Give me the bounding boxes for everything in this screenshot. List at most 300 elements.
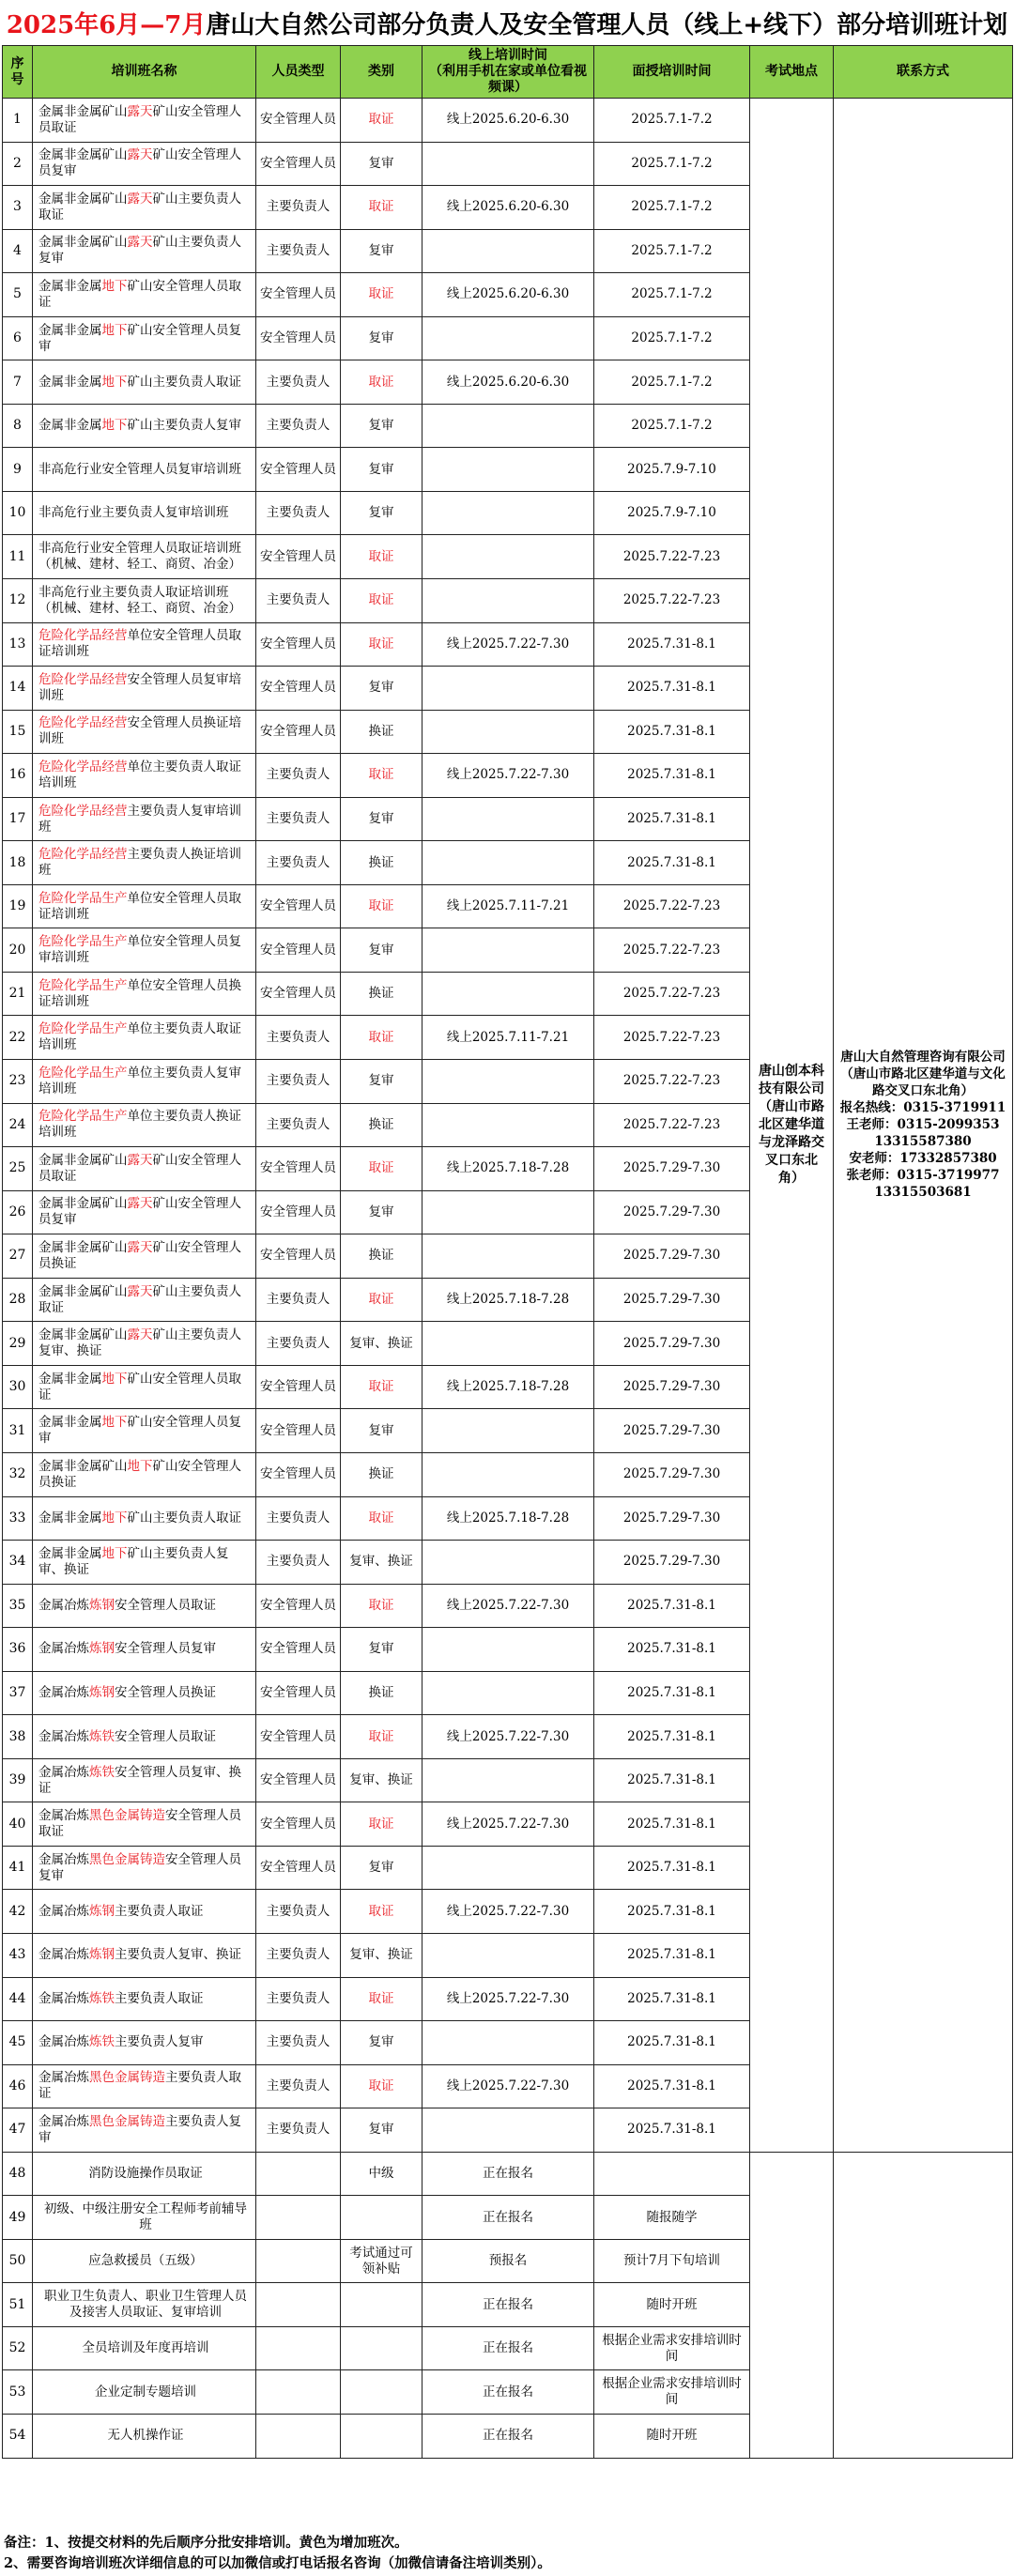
row-index: 34 [3,1541,33,1585]
offline-time: 2025.7.31-8.1 [594,1671,750,1715]
online-time: 正在报名 [422,2283,594,2327]
course-name-part: 矿山安全管理人员复审 [38,1415,241,1447]
course-name-highlight: 危险化学品生产 [38,1065,128,1081]
personnel-type [256,2283,341,2327]
course-name [33,2021,256,2065]
course-name-part: 安全管理人员换证 [115,1684,216,1700]
category: 取证 [341,1278,422,1322]
course-name-part: 金属非金属矿山 [38,191,128,207]
offline-time: 2025.7.1-7.2 [594,99,750,143]
course-name-part: 矿山安全管理人员复审 [38,147,241,179]
row-index: 43 [3,1933,33,1977]
course-name-highlight: 危险化学品经营 [38,628,128,644]
table-row [3,99,1013,143]
course-name-highlight: 黑色金属铸造 [89,2113,165,2129]
row-index: 27 [3,1234,33,1279]
category: 取证 [341,1977,422,2021]
offline-time: 2025.7.31-8.1 [594,797,750,841]
online-time: 正在报名 [422,2152,594,2196]
course-name [33,579,256,623]
course-name [33,99,256,143]
category [341,2196,422,2240]
category: 取证 [341,1890,422,1934]
course-name-highlight: 地下 [101,1510,128,1526]
online-time: 线上2025.7.18-7.28 [422,1496,594,1541]
row-index: 51 [3,2283,33,2327]
course-name-part: 金属冶炼 [38,2113,89,2129]
offline-time: 2025.7.31-8.1 [594,2021,750,2065]
category: 取证 [341,884,422,928]
offline-time: 2025.7.9-7.10 [594,491,750,535]
course-name-part: 主要负责人取证 [38,2070,241,2102]
personnel-type: 主要负责人 [256,579,341,623]
course-name-part: 矿山主要负责人复审 [127,418,241,434]
category: 复审 [341,142,422,186]
course-name-highlight: 黑色金属铸造 [89,2070,165,2086]
category: 复审 [341,797,422,841]
offline-time: 2025.7.31-8.1 [594,622,750,667]
category: 考试通过可领补贴 [341,2239,422,2283]
row-index: 33 [3,1496,33,1541]
online-time: 正在报名 [422,2196,594,2240]
online-time [422,1234,594,1279]
offline-time: 2025.7.31-8.1 [594,841,750,885]
personnel-type: 主要负责人 [256,1541,341,1585]
personnel-type: 安全管理人员 [256,1190,341,1234]
row-index: 37 [3,1671,33,1715]
row-index: 18 [3,841,33,885]
row-index: 14 [3,667,33,711]
course-name-part: 金属冶炼 [38,1597,89,1613]
offline-time: 随时开班 [594,2414,750,2458]
course-name [33,2108,256,2153]
course-name-part: 矿山安全管理人员换证 [38,1239,241,1271]
online-time [422,404,594,448]
course-name-part: 应急救援员（五级） [88,2253,203,2269]
row-index: 20 [3,928,33,973]
personnel-type [256,2196,341,2240]
course-name-highlight: 危险化学品生产 [38,1021,128,1037]
category: 换证 [341,972,422,1016]
course-name-highlight: 炼铁 [89,2034,115,2050]
online-time [422,491,594,535]
course-name-part: 金属非金属 [38,1545,102,1561]
row-index: 21 [3,972,33,1016]
course-name [33,1278,256,1322]
row-index: 24 [3,1103,33,1147]
course-name [33,1409,256,1453]
personnel-type: 安全管理人员 [256,972,341,1016]
row-index: 12 [3,579,33,623]
course-name-highlight: 露天 [127,147,153,163]
course-name-highlight: 地下 [101,1415,128,1431]
course-name [33,2370,256,2415]
offline-time: 2025.7.29-7.30 [594,1452,750,1496]
row-index: 5 [3,273,33,317]
category: 取证 [341,579,422,623]
category: 取证 [341,2064,422,2108]
offline-time: 2025.7.31-8.1 [594,1715,750,1759]
course-name [33,754,256,798]
course-name-highlight: 炼钢 [89,1641,115,1657]
course-name-highlight: 地下 [101,1545,128,1561]
course-name-highlight: 露天 [127,1239,153,1255]
course-name-part: 安全管理人员换证培训班 [38,715,241,747]
contact-info: 唐山大自然管理咨询有限公司（唐山市路北区建华道与文化路交叉口东北角） 报名热线：0315-3719911 王老师：0315-2099353 13315587380 安老师：17332857380 张老师：0315-3719977 13315503681 [834,99,1013,2153]
offline-time: 2025.7.31-8.1 [594,667,750,711]
course-name-highlight: 地下 [101,322,128,338]
online-time [422,1103,594,1147]
online-time [422,1933,594,1977]
category [341,2414,422,2458]
category: 复审 [341,2021,422,2065]
title-date: 2025年6月—7月 [6,11,207,39]
course-name [33,360,256,405]
course-name-part: 矿山主要负责人取证 [127,374,241,390]
personnel-type: 安全管理人员 [256,1147,341,1191]
course-name [33,667,256,711]
category: 取证 [341,754,422,798]
personnel-type: 主要负责人 [256,1496,341,1541]
footer-note-2: 2、需要咨询培训班次详细信息的可以加微信或打电话报名咨询（加微信请备注培训类别）。 [4,2555,551,2571]
personnel-type [256,2414,341,2458]
personnel-type: 主要负责人 [256,1060,341,1104]
course-name-highlight: 危险化学品生产 [38,1109,128,1125]
personnel-type: 主要负责人 [256,754,341,798]
personnel-type: 安全管理人员 [256,1409,341,1453]
course-name-part: 非高危行业主要负责人复审培训班 [38,505,229,521]
online-time [422,1628,594,1672]
online-time [422,1671,594,1715]
row-index: 3 [3,186,33,230]
course-name [33,1758,256,1802]
course-name-highlight: 露天 [127,1152,153,1168]
offline-time: 2025.7.31-8.1 [594,710,750,754]
exam-location-empty [750,2152,834,2458]
course-name-highlight: 危险化学品经营 [38,671,128,687]
personnel-type: 主要负责人 [256,1933,341,1977]
course-name [33,972,256,1016]
row-index: 40 [3,1802,33,1847]
category: 取证 [341,1016,422,1060]
online-time: 线上2025.7.22-7.30 [422,1584,594,1628]
course-name-part: 矿山安全管理人员取证 [38,1371,241,1403]
offline-time: 2025.7.31-8.1 [594,2108,750,2153]
online-time [422,1846,594,1890]
category: 复审 [341,1060,422,1104]
course-name [33,2283,256,2327]
category: 复审、换证 [341,1322,422,1366]
offline-time: 根据企业需求安排培训时间 [594,2326,750,2370]
offline-time: 2025.7.31-8.1 [594,1933,750,1977]
course-name-part: 主要负责人换证培训班 [38,847,241,879]
course-name-part: 矿山安全管理人员换证 [38,1458,241,1490]
course-name-part: 单位安全管理人员换证培训班 [38,977,241,1009]
course-name-part: 矿山主要负责人取证 [127,1510,241,1526]
personnel-type: 主要负责人 [256,2108,341,2153]
course-name [33,2152,256,2196]
offline-time: 2025.7.29-7.30 [594,1365,750,1409]
footer-note-1: 备注：1、按提交材料的先后顺序分批安排培训。黄色为增加班次。 [4,2535,408,2551]
category: 取证 [341,1365,422,1409]
personnel-type: 主要负责人 [256,797,341,841]
course-name-highlight: 危险化学品经营 [38,847,128,863]
category: 换证 [341,1234,422,1279]
online-time: 线上2025.7.22-7.30 [422,1890,594,1934]
course-name [33,2414,256,2458]
personnel-type: 安全管理人员 [256,928,341,973]
online-time [422,1190,594,1234]
course-name [33,928,256,973]
course-name-part: 矿山安全管理人员取证 [38,103,241,135]
offline-time: 2025.7.31-8.1 [594,1628,750,1672]
course-name-highlight: 危险化学品经营 [38,803,128,819]
course-name-part: 矿山安全管理人员取证 [38,278,241,310]
category: 复审 [341,2108,422,2153]
personnel-type: 主要负责人 [256,1322,341,1366]
course-name-highlight: 危险化学品生产 [38,977,128,993]
header-personnel: 人员类型 [256,46,341,99]
course-name-part: 金属非金属 [38,374,102,390]
course-name-part: 金属非金属 [38,322,102,338]
course-name-part: 安全管理人员复审 [38,1851,241,1883]
course-name [33,2196,256,2240]
category: 复审、换证 [341,1541,422,1585]
offline-time: 2025.7.22-7.23 [594,1016,750,1060]
offline-time: 2025.7.31-8.1 [594,754,750,798]
offline-time [594,2152,750,2196]
course-name [33,186,256,230]
personnel-type: 安全管理人员 [256,1671,341,1715]
row-index: 7 [3,360,33,405]
row-index: 36 [3,1628,33,1672]
personnel-type: 安全管理人员 [256,710,341,754]
personnel-type: 安全管理人员 [256,1584,341,1628]
course-name-highlight: 炼铁 [89,1990,115,2006]
personnel-type: 主要负责人 [256,2021,341,2065]
course-name-part: 金属冶炼 [38,2070,89,2086]
category: 取证 [341,1802,422,1847]
category: 复审 [341,1846,422,1890]
training-schedule-table [2,45,1013,2459]
course-name-highlight: 危险化学品生产 [38,890,128,906]
course-name [33,273,256,317]
course-name [33,1234,256,1279]
online-time: 线上2025.7.22-7.30 [422,1715,594,1759]
personnel-type: 主要负责人 [256,1890,341,1934]
course-name-highlight: 露天 [127,235,153,251]
personnel-type: 主要负责人 [256,360,341,405]
personnel-type: 安全管理人员 [256,884,341,928]
online-time [422,579,594,623]
exam-location: 唐山创本科技有限公司（唐山市路北区建华道与龙泽路交叉口东北角） [750,99,834,2153]
course-name [33,2239,256,2283]
personnel-type: 安全管理人员 [256,99,341,143]
row-index: 42 [3,1890,33,1934]
online-time: 线上2025.7.18-7.28 [422,1278,594,1322]
course-name-part: 主要负责人复审 [115,2034,204,2050]
row-index: 52 [3,2326,33,2370]
course-name-highlight: 地下 [101,278,128,294]
course-name-part: 单位安全管理人员取证培训班 [38,628,241,660]
personnel-type: 安全管理人员 [256,1802,341,1847]
row-index: 35 [3,1584,33,1628]
personnel-type: 安全管理人员 [256,667,341,711]
course-name-highlight: 露天 [127,1283,153,1299]
course-name [33,1190,256,1234]
personnel-type: 安全管理人员 [256,1365,341,1409]
online-time: 线上2025.6.20-6.30 [422,99,594,143]
course-name-part: 非高危行业安全管理人员取证培训班（机械、建材、轻工、商贸、冶金） [38,541,241,573]
course-name-part: 金属冶炼 [38,1990,89,2006]
header-online: 线上培训时间 （利用手机在家或单位看视频课） [422,46,594,99]
personnel-type: 安全管理人员 [256,273,341,317]
course-name-highlight: 地下 [101,1371,128,1387]
personnel-type: 安全管理人员 [256,622,341,667]
offline-time: 2025.7.29-7.30 [594,1541,750,1585]
online-time [422,1452,594,1496]
row-index: 26 [3,1190,33,1234]
category: 复审、换证 [341,1758,422,1802]
category: 复审 [341,1409,422,1453]
offline-time: 2025.7.29-7.30 [594,1496,750,1541]
row-index: 2 [3,142,33,186]
course-name-part: 金属非金属矿山 [38,147,128,163]
course-name-highlight: 地下 [127,1458,153,1474]
row-index: 54 [3,2414,33,2458]
online-time [422,2021,594,2065]
course-name-part: 金属冶炼 [38,1728,89,1744]
offline-time: 随时开班 [594,2283,750,2327]
category: 复审 [341,928,422,973]
category: 取证 [341,1147,422,1191]
header-row [3,46,1013,99]
online-time [422,448,594,492]
course-name [33,622,256,667]
online-time [422,1409,594,1453]
category: 换证 [341,1452,422,1496]
online-time [422,1758,594,1802]
personnel-type: 主要负责人 [256,229,341,273]
course-name-part: 金属非金属矿山 [38,235,128,251]
offline-time: 2025.7.22-7.23 [594,579,750,623]
offline-time: 2025.7.29-7.30 [594,1409,750,1453]
category: 复审 [341,491,422,535]
course-name-part: 金属冶炼 [38,1808,89,1824]
course-name [33,1103,256,1147]
footer-notes [4,2533,1010,2574]
course-name [33,448,256,492]
online-time [422,535,594,579]
course-name-part: 安全管理人员取证 [115,1597,216,1613]
course-name-part: 主要负责人复审培训班 [38,803,241,835]
course-name-highlight: 炼铁 [89,1728,115,1744]
offline-time: 2025.7.29-7.30 [594,1278,750,1322]
personnel-type: 主要负责人 [256,404,341,448]
course-name [33,1846,256,1890]
course-name [33,2064,256,2108]
course-name [33,1933,256,1977]
row-index: 29 [3,1322,33,1366]
category: 复审 [341,404,422,448]
offline-time: 2025.7.31-8.1 [594,1890,750,1934]
course-name-part: 安全管理人员取证 [38,1808,241,1840]
course-name-part: 初级、中级注册安全工程师考前辅导班 [44,2201,247,2233]
row-index: 16 [3,754,33,798]
online-time: 正在报名 [422,2370,594,2415]
personnel-type: 安全管理人员 [256,1846,341,1890]
row-index: 30 [3,1365,33,1409]
offline-time: 2025.7.1-7.2 [594,316,750,360]
online-time: 线上2025.7.22-7.30 [422,1977,594,2021]
offline-time: 2025.7.31-8.1 [594,2064,750,2108]
course-name-part: 安全管理人员取证 [115,1728,216,1744]
course-name-part: 矿山主要负责人复审、换证 [38,1545,229,1577]
offline-time: 2025.7.1-7.2 [594,273,750,317]
course-name-part: 金属冶炼 [38,1947,89,1963]
row-index: 53 [3,2370,33,2415]
course-name-part: 金属冶炼 [38,1764,89,1780]
course-name [33,841,256,885]
offline-time: 2025.7.22-7.23 [594,1103,750,1147]
course-name-highlight: 危险化学品经营 [38,759,128,774]
offline-time: 2025.7.29-7.30 [594,1147,750,1191]
category: 换证 [341,841,422,885]
course-name [33,142,256,186]
course-name-part: 金属非金属 [38,1371,102,1387]
category: 取证 [341,1584,422,1628]
online-time [422,2108,594,2153]
course-name-highlight: 地下 [101,418,128,434]
category: 取证 [341,1715,422,1759]
course-name [33,1890,256,1934]
personnel-type [256,2152,341,2196]
course-name [33,1671,256,1715]
course-name [33,1147,256,1191]
course-name-part: 金属冶炼 [38,1684,89,1700]
header-category: 类别 [341,46,422,99]
header-offline: 面授培训时间 [594,46,750,99]
offline-time: 随报随学 [594,2196,750,2240]
course-name-part: 金属冶炼 [38,2034,89,2050]
row-index: 28 [3,1278,33,1322]
course-name-highlight: 黑色金属铸造 [89,1851,165,1867]
category [341,2283,422,2327]
category: 复审 [341,229,422,273]
offline-time: 2025.7.22-7.23 [594,928,750,973]
course-name-highlight: 炼铁 [89,1764,115,1780]
personnel-type: 安全管理人员 [256,1452,341,1496]
row-index: 41 [3,1846,33,1890]
online-time [422,1541,594,1585]
row-index: 4 [3,229,33,273]
personnel-type [256,2239,341,2283]
course-name-highlight: 炼钢 [89,1947,115,1963]
row-index: 38 [3,1715,33,1759]
personnel-type [256,2370,341,2415]
course-name-part: 单位主要负责人复审培训班 [38,1065,241,1096]
course-name-part: 金属冶炼 [38,1641,89,1657]
personnel-type: 安全管理人员 [256,1715,341,1759]
course-name-part: 矿山主要负责人取证 [38,1283,241,1315]
personnel-type: 主要负责人 [256,491,341,535]
course-name [33,1977,256,2021]
course-name [33,2326,256,2370]
course-name-part: 矿山安全管理人员复审 [38,322,241,354]
course-name [33,1628,256,1672]
online-time [422,1060,594,1104]
row-index: 13 [3,622,33,667]
